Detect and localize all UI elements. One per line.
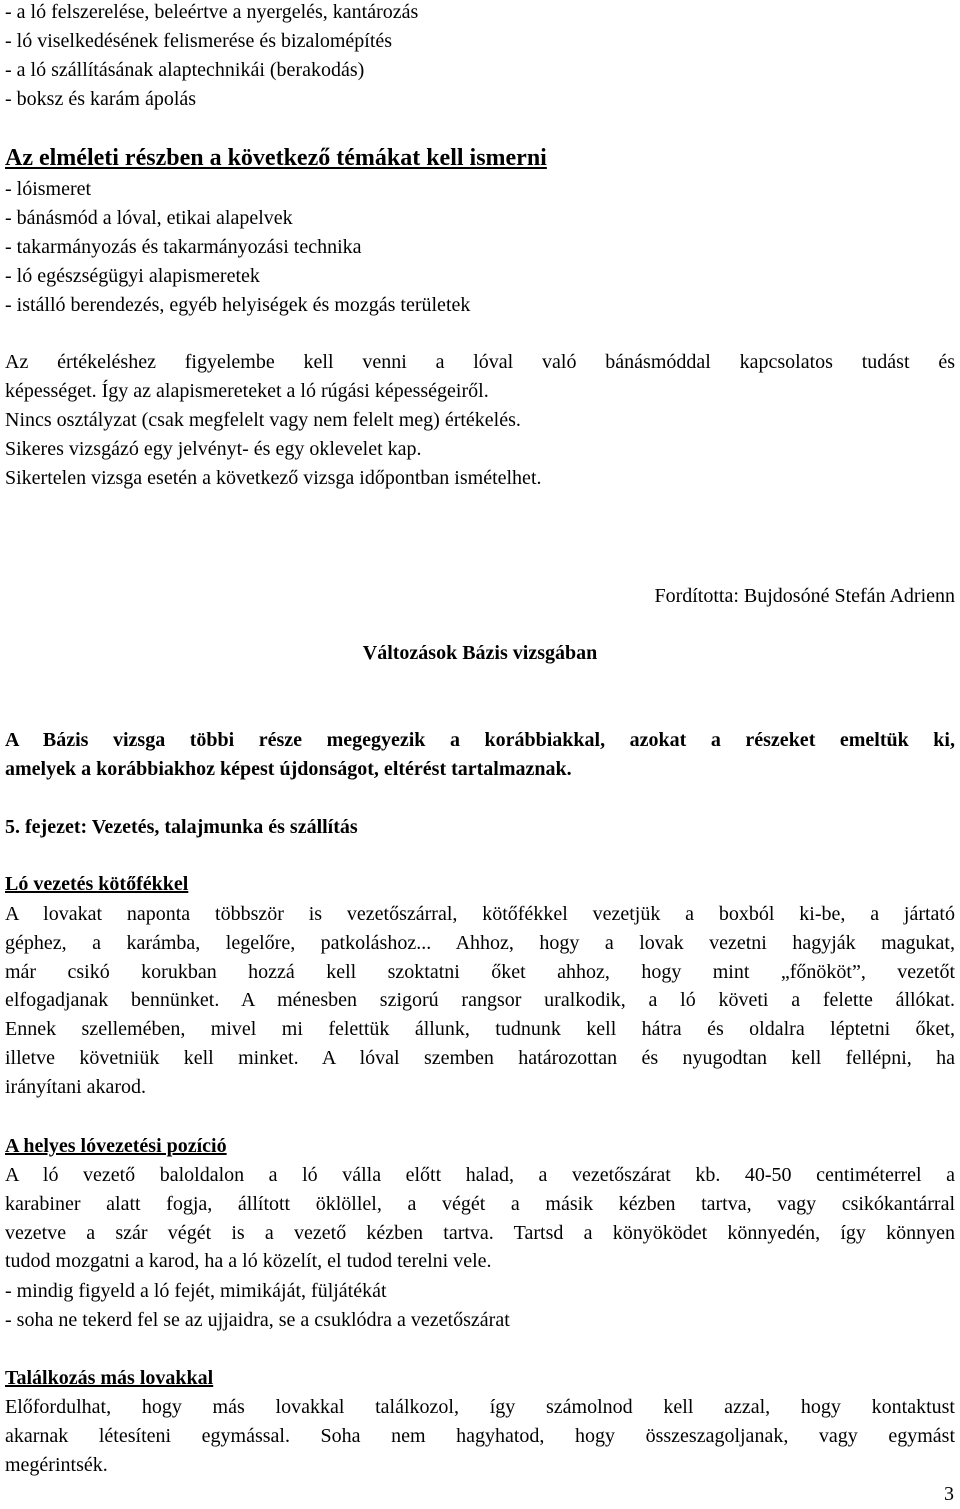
paragraph-line: elfogadjanak bennünket. A ménesben szigorú rangsor uralkodik, a ló követi a felette állókat. — [5, 989, 955, 1012]
section-heading: A helyes lóvezetési pozíció — [5, 1135, 227, 1157]
paragraph-line: már csikó korukban hozzá kell szoktatni őket ahhoz, hogy mint „főnököt”, vezetőt — [5, 960, 955, 983]
section-title: Változások Bázis vizsgában — [362, 642, 598, 664]
paragraph-line: Előfordulhat, hogy más lovakkal találkozol, így számolnod kell azzal, hogy kontaktust — [5, 1396, 955, 1418]
section-paragraph — [5, 1161, 955, 1276]
section-paragraph — [5, 900, 955, 1102]
paragraph-line: illetve követniük kell minket. A lóval szemben határozottan és nyugodtan kell fellépni, ha — [5, 1046, 955, 1069]
list-item: - a ló felszerelése, beleértve a nyergelés, kantározás — [5, 1, 419, 23]
paragraph-line: akarnak létesíteni egymással. Soha nem hagyhatod, hogy összeszagoljanak, vagy egymást — [5, 1424, 955, 1447]
theory-heading: Az elméleti részben a következő témákat kell ismerni — [5, 145, 547, 171]
paragraph-line: A lovakat naponta többször is vezetőszárral, kötőfékkel vezetjük a boxból ki-be, a jártató — [5, 903, 955, 925]
list-item: - ló egészségügyi alapismeretek — [5, 265, 260, 287]
list-item: - takarmányozás és takarmányozási technika — [5, 236, 362, 258]
list-item: - bánásmód a lóval, etikai alapelvek — [5, 207, 293, 229]
paragraph-line: irányítani akarod. — [5, 1075, 147, 1098]
list-item: - ló viselkedésének felismerése és bizalomépítés — [5, 30, 393, 52]
paragraph-line: géphez, a karámba, legelőre, patkoláshoz... Ahhoz, hogy a lovak vezetni hagyják magukat, — [5, 931, 955, 954]
chapter-title: 5. fejezet: Vezetés, talajmunka és szállítás — [5, 816, 358, 838]
translator-credit: Fordította: Bujdosóné Stefán Adrienn — [654, 585, 955, 607]
paragraph-line: A Bázis vizsga többi része megegyezik a korábbiakkal, azokat a részeket emeltük ki, — [5, 729, 955, 751]
list-item: - istálló berendezés, egyéb helyiségek és mozgás területek — [5, 294, 471, 316]
page-number: 3 — [944, 1483, 954, 1505]
paragraph-line: Sikertelen vizsga esetén a következő vizsga időpontban ismételhet. — [5, 467, 542, 489]
paragraph-line: Sikeres vizsgázó egy jelvényt- és egy oklevelet kap. — [5, 438, 422, 460]
paragraph-line: vezetve a szár végét is a vezető kézben tartva. Tartsd a könyöködet könnyedén, így könnyen — [5, 1221, 955, 1244]
paragraph-line: megérintsék. — [5, 1453, 108, 1476]
list-item: - soha ne tekerd fel se az ujjaidra, se a csuklódra a vezetőszárat — [5, 1309, 510, 1331]
section-heading: Ló vezetés kötőfékkel — [5, 873, 189, 895]
list-item: - mindig figyeld a ló fejét, mimikáját, füljátékát — [5, 1280, 387, 1302]
paragraph-line: karabiner alatt fogja, állított öklöllel, a végét a másik kézben tartva, vagy csikókantárral — [5, 1192, 955, 1215]
paragraph-line: tudod mozgatni a karod, ha a ló közelít, el tudod terelni vele. — [5, 1250, 492, 1273]
changes-intro — [5, 726, 955, 784]
paragraph-line: Az értékeléshez figyelembe kell venni a lóval való bánásmóddal kapcsolatos tudást és — [5, 351, 955, 373]
paragraph-line: képességet. Így az alapismereteket a ló rúgási képességeiről. — [5, 379, 489, 402]
list-item: - a ló szállításának alaptechnikái (berakodás) — [5, 59, 365, 81]
paragraph-line: Ennek szellemében, mivel mi felettük állunk, tudnunk kell hátra és oldalra léptetni őket, — [5, 1018, 955, 1041]
evaluation-paragraph — [5, 348, 955, 406]
list-item: - boksz és karám ápolás — [5, 88, 197, 110]
paragraph-line: Nincs osztályzat (csak megfelelt vagy nem felelt meg) értékelés. — [5, 409, 521, 431]
section-paragraph — [5, 1393, 955, 1479]
list-item: - lóismeret — [5, 178, 92, 200]
paragraph-line: A ló vezető baloldalon a ló válla előtt halad, a vezetőszárat kb. 40-50 centiméterrel a — [5, 1164, 955, 1186]
section-heading: Találkozás más lovakkal — [5, 1367, 214, 1389]
paragraph-line: amelyek a korábbiakhoz képest újdonságot, eltérést tartalmaznak. — [5, 757, 572, 780]
